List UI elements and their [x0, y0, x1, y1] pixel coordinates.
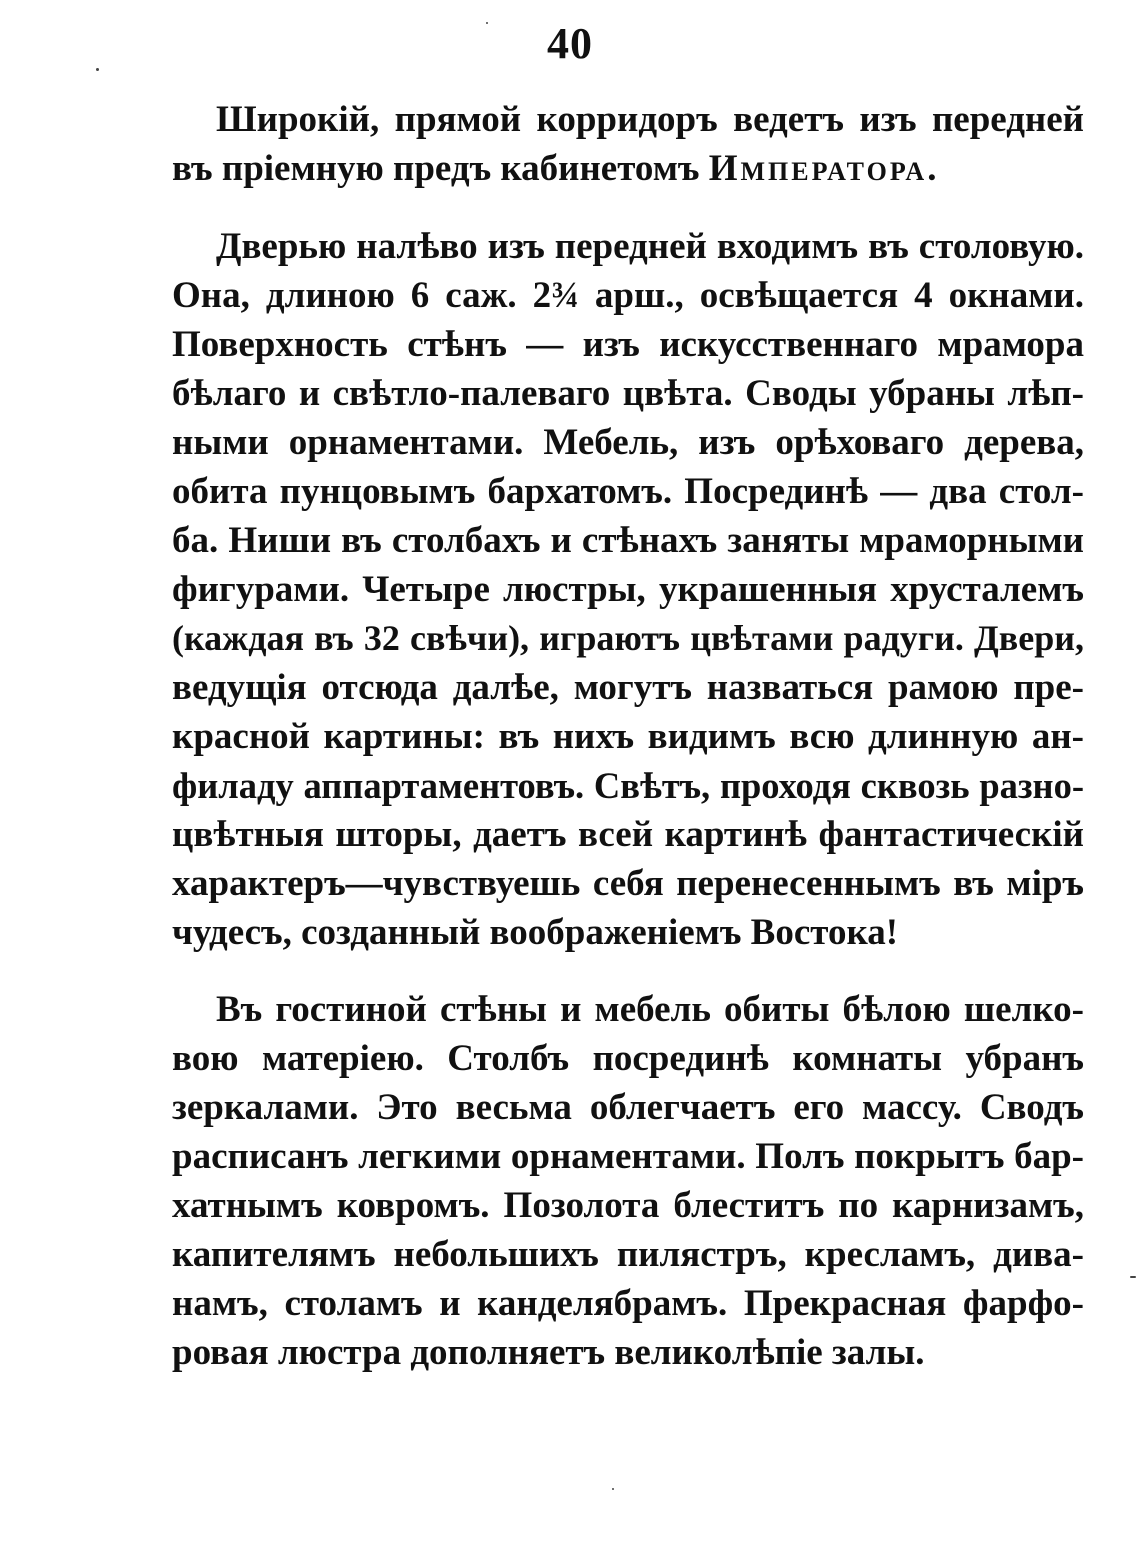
text-line: хатнымъ ковромъ. Позолота блеститъ по карнизамъ,: [172, 1185, 1084, 1226]
text-line: расписанъ легкими орнаментами. Полъ покрытъ бар-: [172, 1136, 1084, 1177]
body-text: [172, 95, 1084, 1377]
text-line: чудесъ, созданный воображеніемъ Востока!: [172, 912, 899, 953]
text-line: характеръ—чувствуешь себя перенесеннымъ въ міръ: [172, 863, 1084, 904]
text-line: ба. Ниши въ столбахъ и стѣнахъ заняты мраморными: [172, 520, 1084, 561]
scan-speck: [96, 68, 99, 71]
paragraph-corridor: [172, 95, 1084, 193]
scan-speck: [486, 22, 488, 24]
text-line: вою матеріею. Столбъ посрединѣ комнаты убранъ: [172, 1038, 1084, 1079]
text-line: филаду аппартаментовъ. Свѣтъ, проходя сквозь разно-: [172, 765, 1084, 806]
emperor-word: Императора: [708, 148, 928, 189]
text-line: Она, длиною 6 саж. 2¾ арш., освѣщается 4 окнами.: [172, 275, 1084, 316]
text-segment: въ пріемную предъ кабинетомъ: [172, 148, 709, 189]
text-line: Поверхность стѣнъ — изъ искусственнаго мрамора: [172, 324, 1084, 365]
end-mark: .: [927, 148, 937, 189]
text-line: ведущія отсюда далѣе, могутъ назваться рамою пре-: [172, 667, 1084, 708]
text-line: цвѣтныя шторы, даетъ всей картинѣ фантастическій: [172, 814, 1084, 855]
text-line: ровая люстра дополняетъ великолѣпіе залы.: [172, 1332, 925, 1373]
text-line: капителямъ небольшихъ пилястръ, кресламъ, дива-: [172, 1234, 1084, 1275]
text-line: обита пунцовымъ бархатомъ. Посрединѣ — два стол-: [172, 471, 1084, 512]
scan-speck: [612, 1488, 614, 1490]
text-line: бѣлаго и свѣтло-палеваго цвѣта. Своды убраны лѣп-: [172, 373, 1084, 414]
text-line: (каждая въ 32 свѣчи), играютъ цвѣтами радуги. Двери,: [172, 618, 1084, 658]
paragraph-dining-room: [172, 222, 1084, 957]
paragraph-drawing-room: [172, 985, 1084, 1377]
text-line: Въ гостиной стѣны и мебель обиты бѣлою шелко-: [216, 989, 1084, 1030]
scan-speck: [1130, 1276, 1136, 1278]
text-line: фигурами. Четыре люстры, украшенныя хрусталемъ: [172, 569, 1084, 610]
text-line: намъ, столамъ и канделябрамъ. Прекрасная фарфо-: [172, 1283, 1084, 1324]
text-line: красной картины: въ нихъ видимъ всю длинную ан-: [172, 716, 1084, 757]
text-line: зеркалами. Это весьма облегчаетъ его массу. Сводъ: [172, 1087, 1084, 1128]
page-number: 40: [547, 19, 593, 68]
text-line: ными орнаментами. Мебель, изъ орѣховаго дерева,: [172, 422, 1084, 463]
text-line: Широкій, прямой корридоръ ведетъ изъ передней: [216, 99, 1084, 140]
text-line: [172, 144, 1084, 193]
text-line: Дверью налѣво изъ передней входимъ въ столовую.: [216, 226, 1084, 267]
